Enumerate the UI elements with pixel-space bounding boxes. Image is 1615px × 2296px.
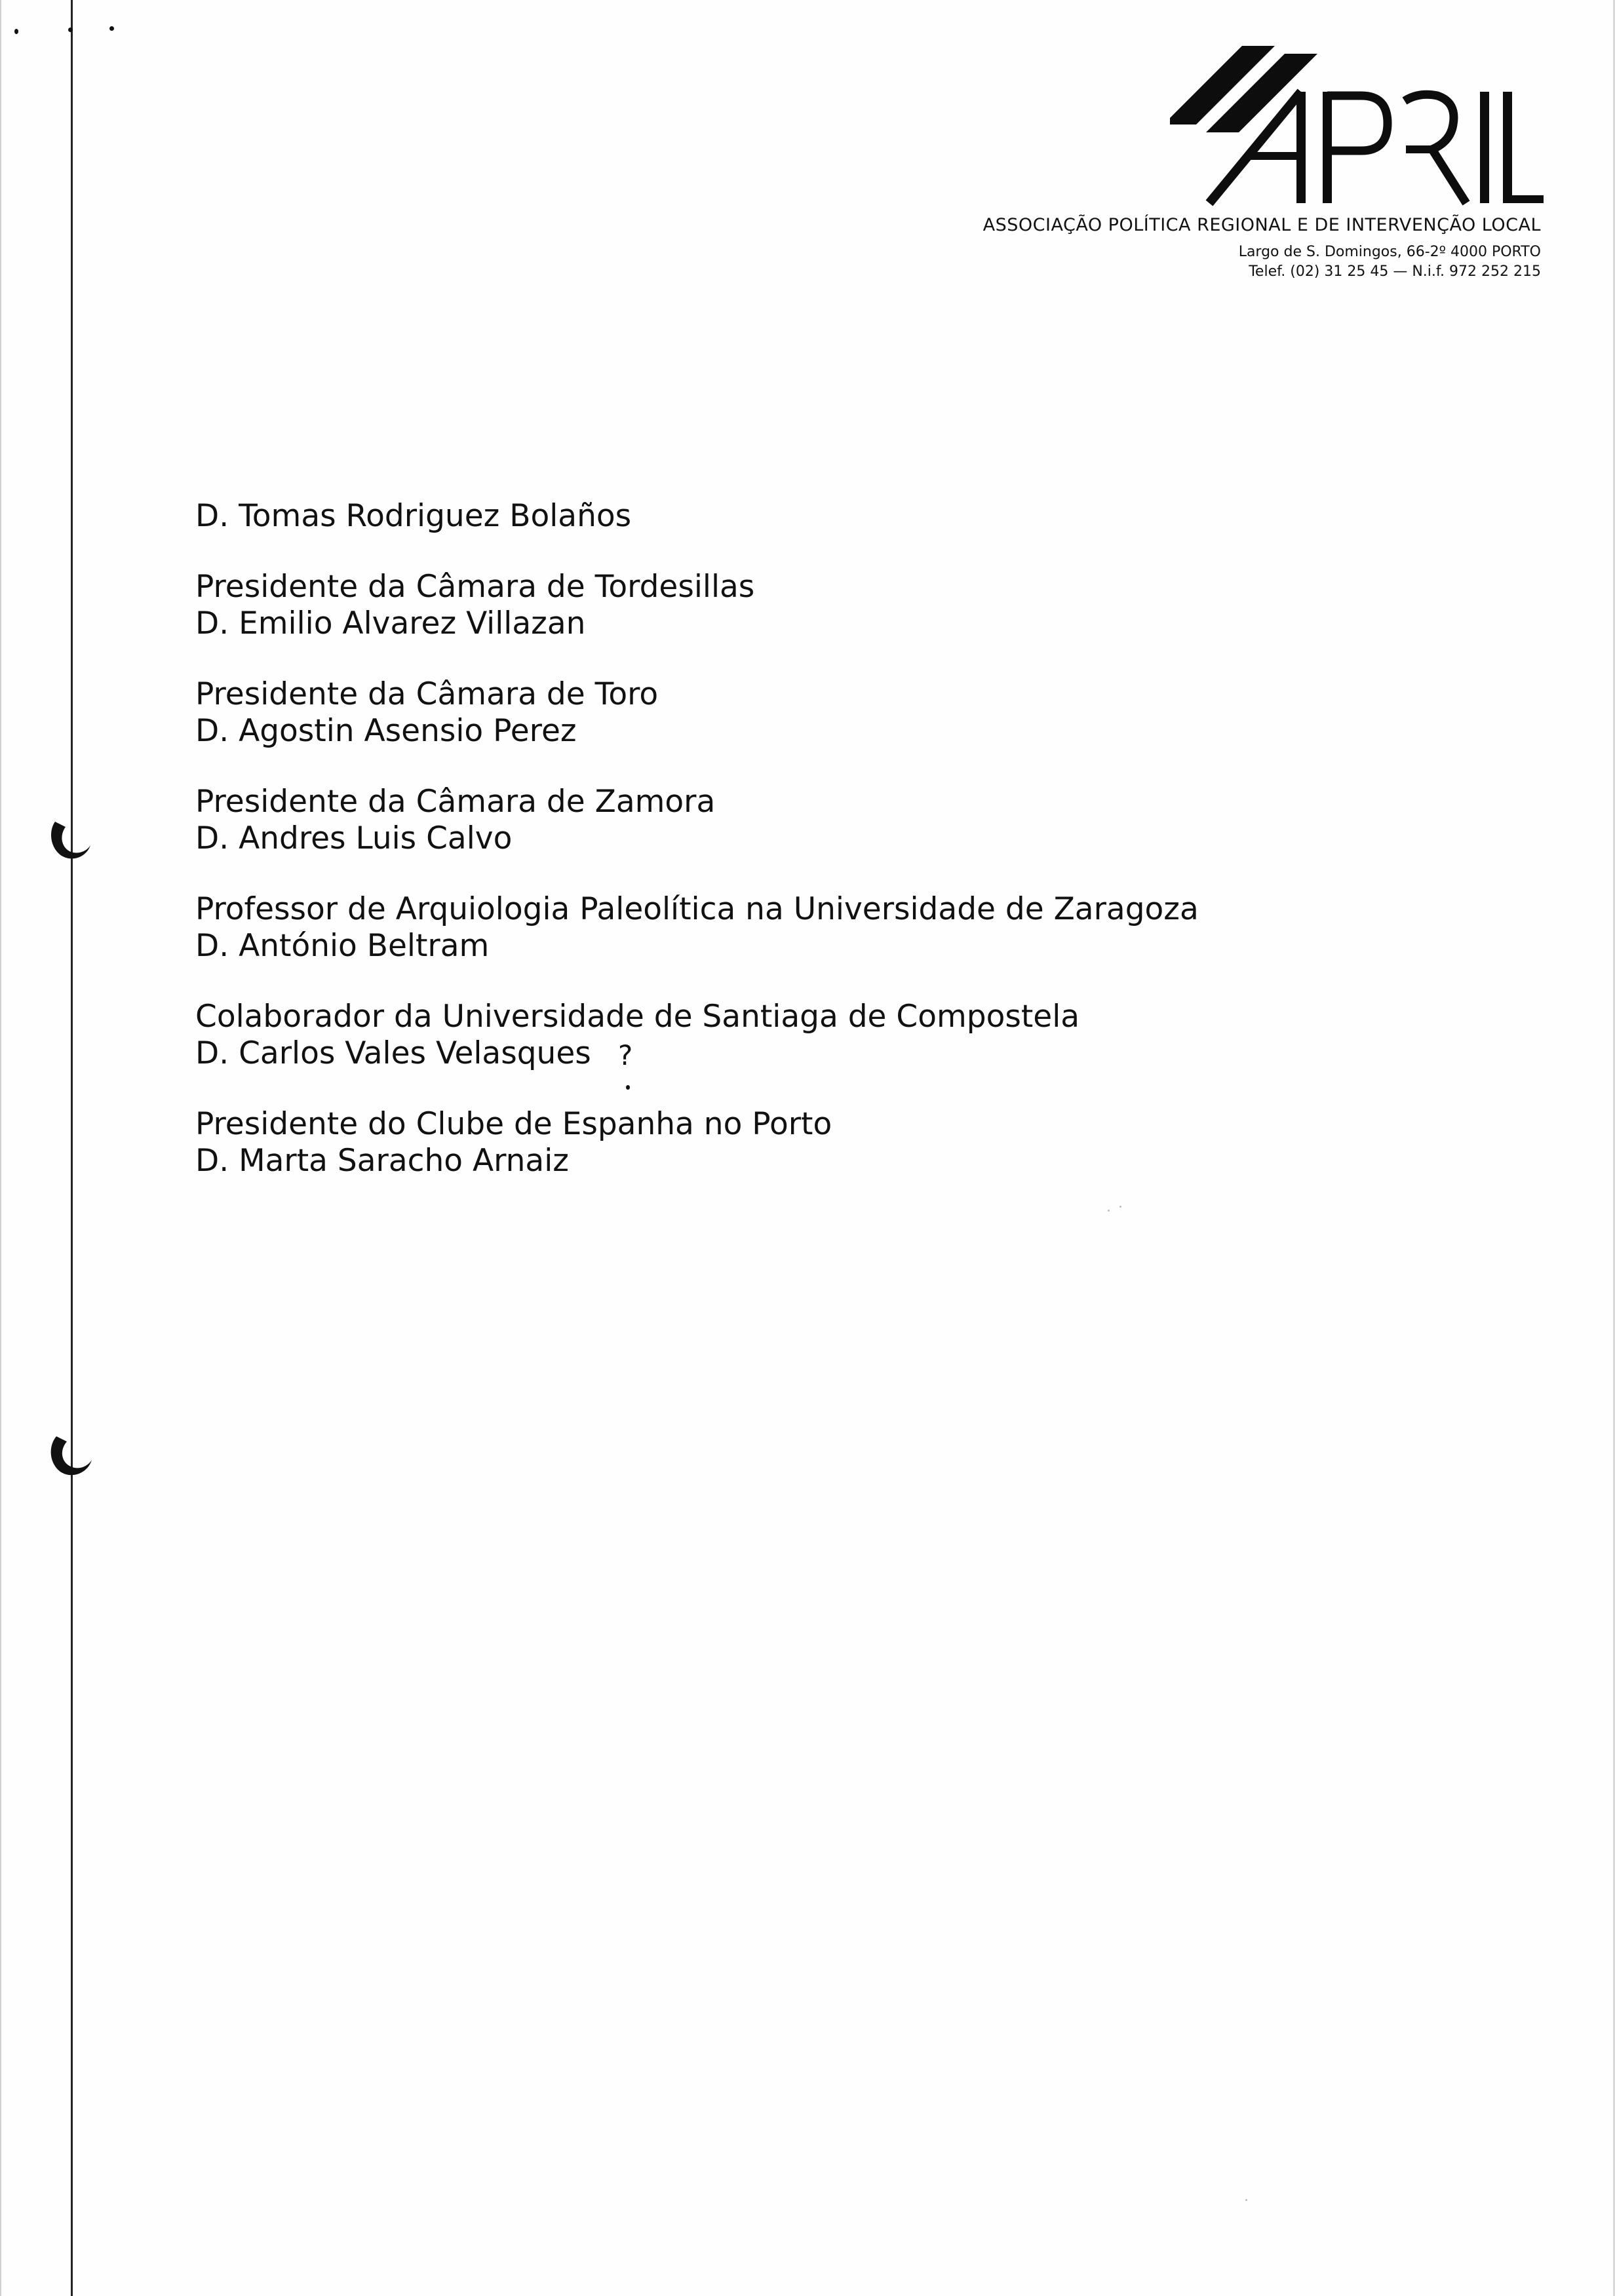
recipient-entry	[195, 784, 1441, 857]
scan-left-edge	[0, 0, 1, 2296]
organization-name: ASSOCIAÇÃO POLÍTICA REGIONAL E DE INTERVENÇÃO LOCAL	[983, 215, 1541, 235]
recipient-name: D. Agostin Asensio Perez	[195, 713, 577, 749]
recipient-name: D. Marta Saracho Arnaiz	[195, 1143, 569, 1179]
organization-address: Largo de S. Domingos, 66-2º 4000 PORTO	[1238, 244, 1541, 260]
recipient-entry	[195, 498, 1441, 535]
recipient-title: Presidente da Câmara de Toro	[195, 676, 659, 712]
recipient-entry	[195, 676, 1441, 750]
binder-margin-line	[71, 0, 73, 2296]
scan-speck	[1119, 1206, 1121, 1208]
recipient-name: D. Andres Luis Calvo	[195, 820, 513, 856]
scan-speck	[14, 29, 18, 34]
recipient-entry	[195, 569, 1441, 642]
recipient-title: Presidente da Câmara de Tordesillas	[195, 569, 755, 605]
recipient-entry	[195, 1106, 1441, 1179]
recipient-title: Colaborador da Universidade de Santiaga de Compostela	[195, 999, 1080, 1035]
recipient-title: Professor de Arquiologia Paleolítica na Universidade de Zaragoza	[195, 891, 1199, 927]
recipient-name: D. António Beltram	[195, 928, 490, 964]
organization-phone: Telef. (02) 31 25 45 — N.i.f. 972 252 215	[1249, 263, 1541, 280]
handwritten-question-mark: ?	[618, 1039, 633, 1071]
recipient-name: D. Emilio Alvarez Villazan	[195, 605, 586, 641]
recipient-title: Presidente do Clube de Espanha no Porto	[195, 1106, 832, 1142]
scan-speck	[1108, 1210, 1110, 1212]
scan-speck	[68, 28, 73, 32]
recipient-list	[195, 498, 1441, 1179]
recipient-title: Presidente da Câmara de Zamora	[195, 784, 716, 820]
april-logo-icon	[1170, 46, 1544, 210]
scan-speck	[109, 26, 114, 31]
recipient-entry	[195, 891, 1441, 965]
scan-speck	[626, 1085, 630, 1090]
recipient-name: D. Tomas Rodriguez Bolaños	[195, 498, 632, 534]
punch-hole-icon	[47, 1432, 93, 1478]
recipient-entry	[195, 999, 1441, 1072]
scan-speck	[1245, 2199, 1247, 2201]
punch-hole-icon	[47, 816, 93, 862]
recipient-name: D. Carlos Vales Velasques	[195, 1035, 591, 1071]
